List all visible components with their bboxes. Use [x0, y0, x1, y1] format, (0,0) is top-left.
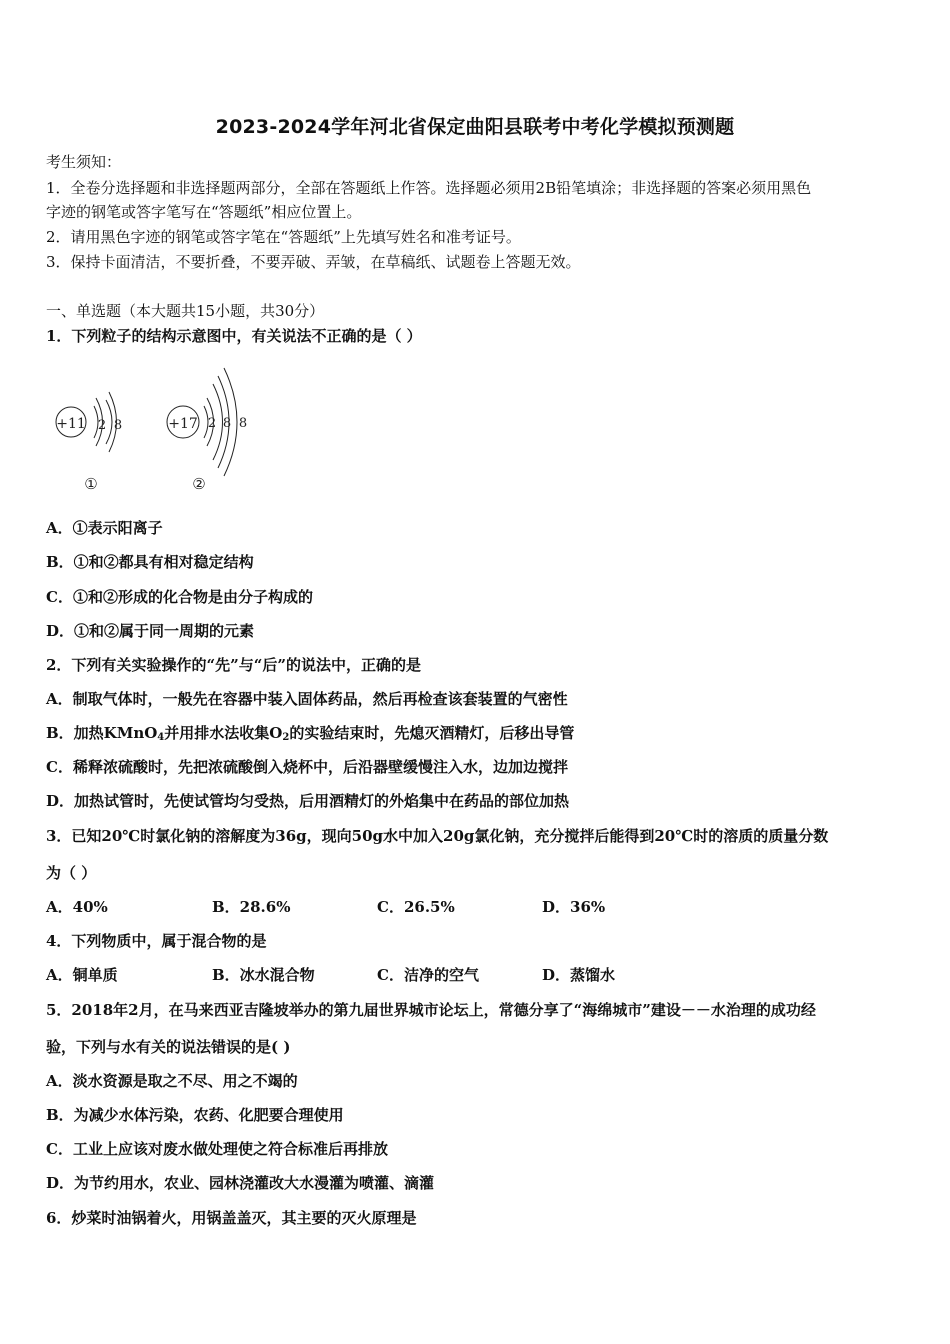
- atom-1-nucleus: +11: [56, 416, 86, 432]
- q2-option-b-post: 的实验结束时，先熄灭酒精灯，后移出导管: [289, 724, 575, 742]
- atom-2-shell-1-count: 2: [207, 416, 217, 431]
- q3-option-c: C．26.5%: [377, 898, 455, 916]
- q2-option-b: [46, 723, 574, 743]
- q2-option-b-mid: 并用排水法收集O: [164, 724, 283, 742]
- q5-stem-line-1: 5．2018年2月，在马来西亚吉隆坡举办的第九届世界城市论坛上，常德分享了“海绵城市”建设－－水治理的成功经: [46, 1001, 816, 1019]
- q3-option-b: B．28.6%: [212, 898, 291, 916]
- q2-option-a: A．制取气体时，一般先在容器中装入固体药品，然后再检查该套装置的气密性: [46, 690, 568, 708]
- q6-stem: 6．炒菜时油锅着火，用锅盖盖灭，其主要的灭火原理是: [46, 1209, 417, 1227]
- notice-item-3: 3．保持卡面清洁，不要折叠，不要弄破、弄皱，在草稿纸、试题卷上答题无效。: [46, 253, 581, 271]
- q4-option-b: B．冰水混合物: [212, 966, 315, 984]
- atom-structure-diagram: [46, 362, 276, 502]
- q5-option-b: B．为减少水体污染，农药、化肥要合理使用: [46, 1106, 344, 1124]
- atom-1-shell-2: [106, 400, 112, 444]
- atom-2-label: ②: [192, 475, 206, 493]
- q2-option-b-sub2: 2: [282, 732, 290, 743]
- q3-stem-line-1: 3．已知20℃时氯化钠的溶解度为36g，现向50g水中加入20g氯化钠，充分搅拌后能得到20℃时的溶质的质量分数: [46, 827, 829, 845]
- atom-2-nucleus: +17: [168, 416, 198, 432]
- q3-option-a: A．40%: [46, 898, 108, 916]
- q2-stem: 2．下列有关实验操作的“先”与“后”的说法中，正确的是: [46, 656, 421, 674]
- q5-option-d: D．为节约用水，农业、园林浇灌改大水漫灌为喷灌、滴灌: [46, 1174, 435, 1192]
- q2-option-d: D．加热试管时，先使试管均匀受热，后用酒精灯的外焰集中在药品的部位加热: [46, 792, 570, 810]
- q2-option-c: C．稀释浓硫酸时，先把浓硫酸倒入烧杯中，后沿器壁缓慢注入水，边加边搅拌: [46, 758, 568, 776]
- q1-option-c: C．①和②形成的化合物是由分子构成的: [46, 588, 313, 606]
- notice-item-1-cont: 字迹的钢笔或答字笔写在“答题纸”相应位置上。: [46, 203, 362, 221]
- atom-2-shell-3-count: 8: [238, 416, 248, 431]
- section-heading: 一、单选题（本大题共15小题，共30分）: [46, 302, 325, 320]
- q5-stem-line-2: 验，下列与水有关的说法错误的是( ): [46, 1038, 291, 1056]
- q1-option-d: D．①和②属于同一周期的元素: [46, 622, 255, 640]
- q5-option-c: C．工业上应该对废水做处理使之符合标准后再排放: [46, 1140, 388, 1158]
- q4-option-a: A．铜单质: [46, 966, 118, 984]
- q3-stem-line-2: 为（ ）: [46, 864, 97, 882]
- atom-1-label: ①: [84, 475, 98, 493]
- q5-option-a: A．淡水资源是取之不尽、用之不竭的: [46, 1072, 298, 1090]
- atom-1-shell-2-count: 8: [113, 418, 123, 433]
- q1-option-a: A．①表示阳离子: [46, 519, 163, 537]
- notice-heading: 考生须知：: [46, 153, 122, 171]
- q2-option-b-sub1: 4: [157, 732, 165, 743]
- page-title: 2023-2024学年河北省保定曲阳县联考中考化学模拟预测题: [215, 116, 735, 138]
- q4-option-c: C．洁净的空气: [377, 966, 479, 984]
- q1-stem: 1．下列粒子的结构示意图中，有关说法不正确的是（ ）: [46, 327, 422, 345]
- q4-stem: 4．下列物质中，属于混合物的是: [46, 932, 267, 950]
- atom-1-shell-1-count: 2: [97, 418, 107, 433]
- q4-option-d: D．蒸馏水: [542, 966, 616, 984]
- q3-option-d: D．36%: [542, 898, 606, 916]
- atom-2-shell-2-count: 8: [222, 416, 232, 431]
- notice-item-1: 1．全卷分选择题和非选择题两部分，全部在答题纸上作答。选择题必须用2B铅笔填涂；非选择题的答案必须用黑色: [46, 179, 812, 197]
- q1-option-b: B．①和②都具有相对稳定结构: [46, 553, 254, 571]
- q2-option-b-pre: B．加热KMnO: [46, 724, 158, 742]
- notice-item-2: 2．请用黑色字迹的钢笔或答字笔在“答题纸”上先填写姓名和准考证号。: [46, 228, 521, 246]
